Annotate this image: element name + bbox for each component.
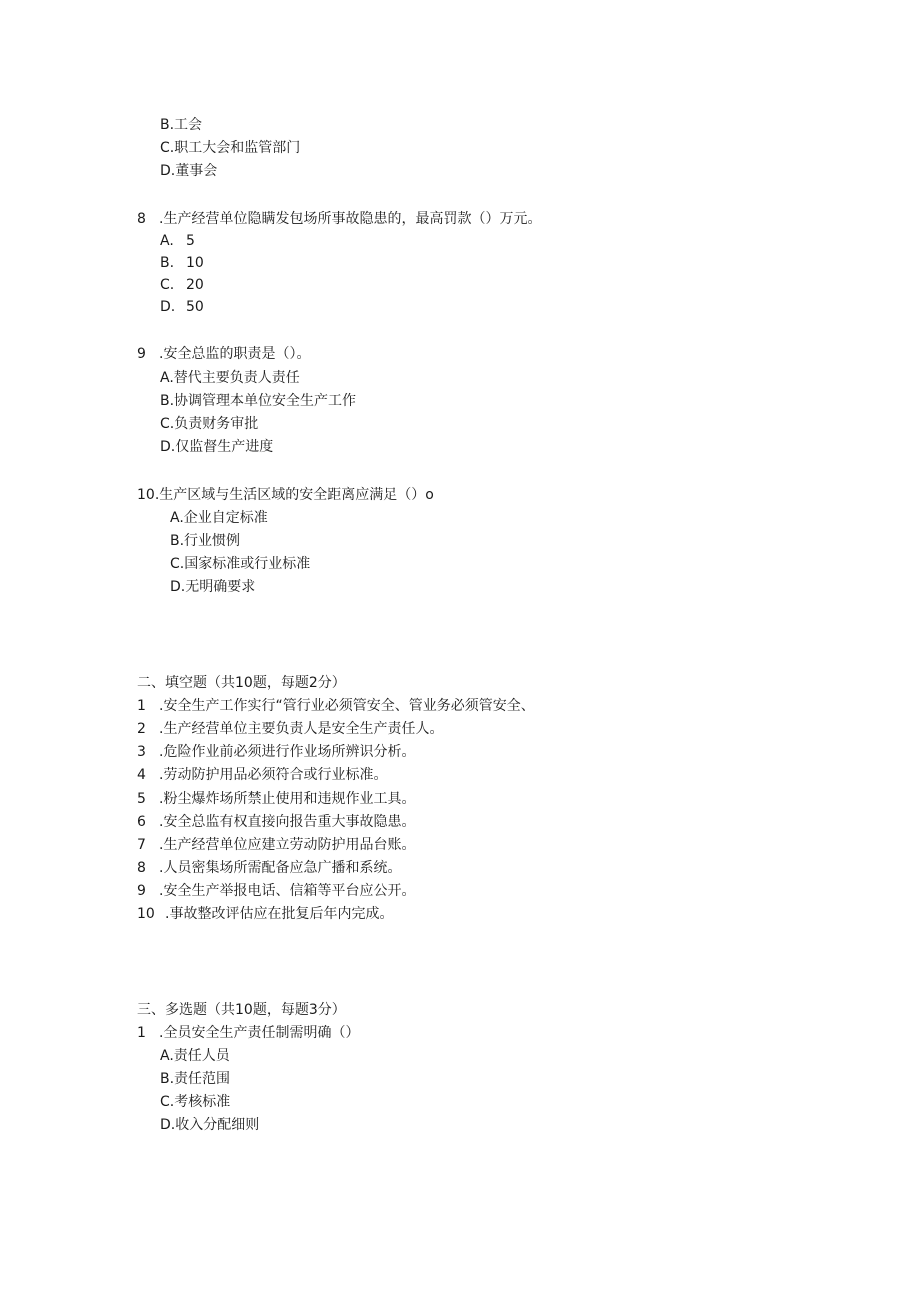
section3-q1-stem (137, 1024, 359, 1042)
q8-option-a (160, 232, 195, 250)
section2-item-8 (137, 859, 401, 877)
q8-option-a-letter: A. (160, 233, 174, 249)
section2-item-3 (137, 743, 415, 761)
section2-item-2-number: 2 (137, 721, 146, 737)
section2-item-1 (137, 697, 535, 715)
q8-option-c (160, 276, 204, 294)
section2-item-6 (137, 813, 415, 831)
q10-option-b: B.行业惯例 (170, 533, 241, 549)
q8-option-d (160, 298, 204, 316)
section2-item-4-text: .劳动防护用品必须符合或行业标准。 (159, 767, 388, 783)
section2-item-6-text: .安全总监有权直接向报告重大事故隐患。 (159, 814, 416, 830)
section2-item-9-text: .安全生产举报电话、信箱等平台应公开。 (159, 883, 416, 899)
section3-q1-option-c: C.考核标准 (160, 1094, 231, 1110)
section3-q1-option-a: A.责任人员 (160, 1048, 230, 1064)
section3-q1-number: 1 (137, 1025, 146, 1041)
section2-item-2-text: .生产经营单位主要负责人是安全生产责任人。 (159, 721, 444, 737)
q8-option-d-letter: D. (160, 299, 176, 315)
q10-option-d: D.无明确要求 (170, 579, 256, 595)
section2-item-10-text: .事故整改评估应在批复后年内完成。 (165, 906, 394, 922)
section3-title: 三、多选题（共10题，每题3分） (137, 1002, 346, 1018)
section3-q1-text: .全员安全生产责任制需明确（） (159, 1025, 360, 1041)
q8-stem (137, 210, 541, 228)
section2-item-6-number: 6 (137, 814, 146, 830)
q9-option-a: A.替代主要负责人责任 (160, 370, 300, 386)
q10-stem: 10.生产区域与生活区域的安全距离应满足（）o (137, 487, 434, 503)
section3-q1-option-b: B.责任范围 (160, 1071, 231, 1087)
section2-title: 二、填空题（共10题，每题2分） (137, 675, 346, 691)
section2-item-4 (137, 766, 387, 784)
section2-item-8-text: .人员密集场所需配备应急广播和系统。 (159, 860, 402, 876)
q8-option-d-value: 50 (186, 299, 204, 315)
section2-item-7-text: .生产经营单位应建立劳动防护用品台账。 (159, 837, 416, 853)
q9-option-d: D.仅监督生产进度 (160, 439, 274, 455)
section2-item-7-number: 7 (137, 837, 146, 853)
section2-item-1-text: .安全生产工作实行“管行业必须管安全、管业务必须管安全、 (159, 698, 535, 714)
section2-item-1-number: 1 (137, 698, 146, 714)
q9-text: .安全总监的职责是（）。 (159, 346, 311, 362)
q8-option-c-letter: C. (160, 277, 175, 293)
q7-option-d: D.董事会 (160, 163, 218, 179)
q8-option-b-letter: B. (160, 255, 175, 271)
q8-number: 8 (137, 211, 146, 227)
q8-option-b-value: 10 (186, 255, 204, 271)
section2-item-10 (137, 905, 393, 923)
section3-q1-option-d: D.收入分配细则 (160, 1117, 260, 1133)
q7-option-c: C.职工大会和监管部门 (160, 140, 301, 156)
section2-item-8-number: 8 (137, 860, 146, 876)
q8-text: .生产经营单位隐瞒发包场所事故隐患的，最高罚款（）万元。 (159, 211, 542, 227)
q8-option-a-value: 5 (186, 233, 195, 249)
q9-number: 9 (137, 346, 146, 362)
section2-item-9 (137, 882, 415, 900)
q9-option-b: B.协调管理本单位安全生产工作 (160, 393, 357, 409)
q7-option-b: B.工会 (160, 117, 203, 133)
section2-item-9-number: 9 (137, 883, 146, 899)
section2-item-2 (137, 720, 443, 738)
section2-item-3-number: 3 (137, 744, 146, 760)
section2-item-7 (137, 836, 415, 854)
section2-item-5-number: 5 (137, 791, 146, 807)
q8-option-b (160, 254, 204, 272)
q9-stem (137, 345, 310, 363)
q8-option-c-value: 20 (186, 277, 204, 293)
section2-item-5-text: .粉尘爆炸场所禁止使用和违规作业工具。 (159, 791, 416, 807)
q9-option-c: C.负责财务审批 (160, 416, 259, 432)
section2-item-10-number: 10 (137, 906, 155, 922)
q10-option-c: C.国家标准或行业标准 (170, 556, 311, 572)
q10-option-a: A.企业自定标准 (170, 510, 268, 526)
section2-item-4-number: 4 (137, 767, 146, 783)
section2-item-5 (137, 790, 415, 808)
section2-item-3-text: .危险作业前必须进行作业场所辨识分析。 (159, 744, 416, 760)
